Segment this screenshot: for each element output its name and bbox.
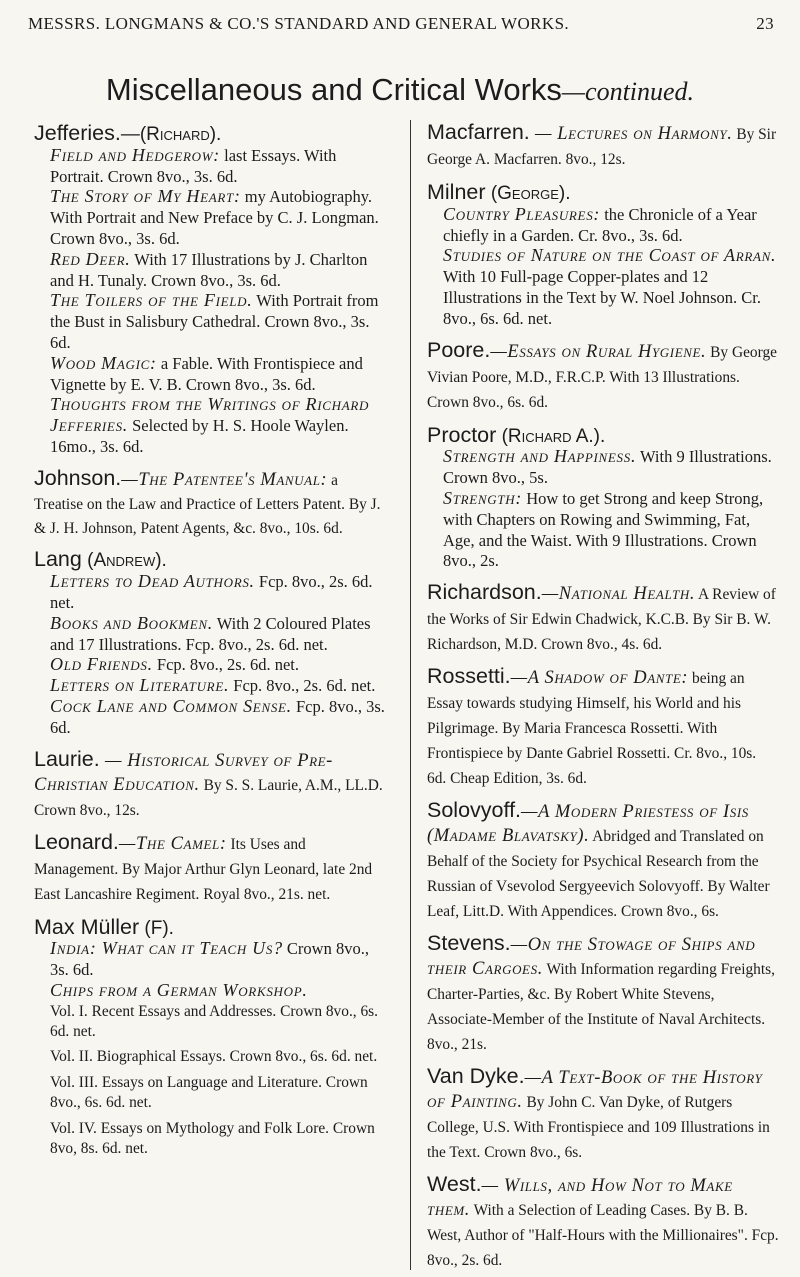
book-title: — Historical Survey of Pre-Christian Education. (34, 750, 333, 795)
author-proctor (427, 423, 779, 573)
author-poore (427, 339, 779, 414)
book-entry (34, 250, 386, 292)
book-entry (34, 614, 386, 656)
book-entry (34, 572, 386, 614)
book-desc: a Treatise on the Law and Practice of Letters Patent. By J. & J. H. Johnson, Patent Agents, &c. 8vo., 10s. 6d. (34, 471, 381, 537)
book-title: Books and Bookmen. (50, 612, 213, 633)
book-desc: With a Selection of Leading Cases. By B. B. West, Author of "Half-Hours with the Millionaires". Fcp. 8vo., 2s. 6d. (427, 1202, 779, 1270)
author-west (427, 1173, 779, 1272)
book-desc: Selected by H. S. Hoole Waylen. 16mo., 3s. 6d. (50, 416, 349, 456)
volume-text: Vol. III. Essays on Language and Literature. Crown 8vo., 6s. 6d. net. (50, 1074, 368, 1112)
book-title: —A Shadow of Dante: (510, 668, 689, 689)
author-name: Johnson. (34, 465, 122, 490)
book-desc: my Autobiography. With Portrait and New Preface by C. J. Longman. Crown 8vo., 3s. 6d. (50, 187, 379, 249)
book-title: Cock Lane and Common Sense. (50, 696, 292, 717)
volume-entry (34, 1073, 386, 1113)
book-entry (34, 291, 386, 353)
running-head (28, 14, 774, 40)
book-desc: the Chronicle of a Year chiefly in a Garden. Cr. 8vo., 3s. 6d. (443, 204, 757, 245)
author-given-name: (George). (485, 183, 571, 204)
book-desc: By John C. Van Dyke, of Rutgers College, U.S. With Frontispiece and 109 Illustrations in the Text. Crown 8vo., 6s. (427, 1094, 770, 1162)
author-name: Leonard. (34, 829, 119, 854)
book-desc: Fcp. 8vo., 3s. 6d. (50, 697, 385, 737)
book-desc: Fcp. 8vo., 2s. 6d. net. (152, 655, 300, 675)
book-entry (427, 246, 779, 329)
book-title: —The Camel: (118, 833, 227, 854)
volume-text: Vol. I. Recent Essays and Addresses. Crown 8vo., 6s. 6d. net. (50, 1002, 379, 1040)
section-title-text: Miscellaneous and Critical Works (105, 72, 562, 107)
book-title: The Toilers of the Field. (50, 290, 253, 311)
book-title: Strength: (443, 488, 523, 509)
book-title: —Essays on Rural Hygiene. (490, 341, 707, 362)
book-title: India: What can it Teach Us? (50, 938, 283, 959)
book-desc: Abridged and Translated on Behalf of the Society for Psychical Research from the Russian of Vsevolod Sergyeevich Solovyoff. By Walter Leaf, Litt.D. With Appendices. Crown 8vo., 6s. (427, 828, 770, 921)
book-desc: By Sir George A. Macfarren. 8vo., 12s. (427, 126, 777, 168)
book-title: The Story of My Heart: (50, 186, 241, 207)
book-title: Letters on Literature. (50, 675, 230, 696)
author-johnson (34, 467, 386, 539)
author-name: Poore. (427, 337, 491, 362)
book-desc: With 2 Coloured Plates and 17 Illustrations. Fcp. 8vo., 2s. 6d. net. (50, 613, 371, 654)
author-van-dyke (427, 1065, 779, 1164)
right-column (427, 118, 779, 1272)
author-given-name: —(Richard). (120, 124, 222, 145)
author-milner (427, 180, 779, 330)
book-desc: Its Uses and Management. By Major Arthur Glyn Leonard, late 2nd East Lancashire Regiment. Royal 8vo., 21s. net. (34, 835, 373, 903)
author-name: Lang (34, 547, 82, 572)
book-title: —A Modern Priestess of Isis (Madame Blavatsky). (427, 802, 749, 847)
author-richardson (427, 581, 779, 656)
author-jefferies (34, 121, 386, 458)
book-desc: By S. S. Laurie, A.M., LL.D. Crown 8vo., 12s. (34, 776, 383, 819)
book-desc: Fcp. 8vo., 2s. 6d. net. (50, 572, 373, 613)
book-desc: With 10 Full-page Copper-plates and 12 Illustrations in the Text by W. Noel Johnson. Cr. 8vo., 6s. 6d. net. (443, 267, 761, 328)
book-desc: last Essays. With Portrait. Crown 8vo., 3s. 6d. (50, 145, 337, 186)
book-entry (34, 187, 386, 249)
author-stevens (427, 932, 779, 1056)
volume-text: Vol. II. Biographical Essays. Crown 8vo., 6s. 6d. net. (50, 1048, 378, 1066)
book-title: Country Pleasures: (443, 203, 601, 224)
book-entry (34, 146, 386, 188)
book-title: Red Deer. (50, 248, 131, 269)
author-leonard (34, 831, 386, 906)
author-name: Max Müller (34, 914, 140, 939)
author-name: Laurie. (34, 746, 100, 771)
book-desc: With 17 Illustrations by J. Charlton and H. Tunaly. Crown 8vo., 3s. 6d. (50, 249, 368, 290)
book-entry (427, 205, 779, 247)
book-entry (34, 655, 386, 676)
volume-entry (34, 1047, 386, 1067)
book-title: — Lectures on Harmony. (529, 124, 733, 144)
book-entry (34, 697, 386, 739)
author-name: Stevens. (427, 931, 511, 956)
author-name: West. (427, 1172, 482, 1197)
section-title (0, 72, 800, 108)
book-title: Wood Magic: (50, 352, 157, 373)
book-title: Letters to Dead Authors. (50, 571, 255, 592)
book-title: Strength and Happiness. (443, 446, 637, 467)
book-desc: A Review of the Works of Sir Edwin Chadwick, K.C.B. By Sir B. W. Richardson, M.D. Crown 8vo., 4s. 6d. (427, 586, 776, 654)
book-title: —A Text-Book of the History of Painting. (427, 1068, 763, 1113)
book-entry (34, 354, 386, 396)
running-head-title: MESSRS. LONGMANS & CO.'S STANDARD AND GENERAL WORKS. (28, 14, 570, 33)
book-title: —National Health. (541, 584, 696, 605)
book-entry (427, 447, 779, 489)
author-name: Richardson. (427, 580, 542, 605)
book-title: Field and Hedgerow: (50, 144, 220, 165)
book-desc: With Portrait from the Bust in Salisbury Cathedral. Crown 8vo., 3s. 6d. (50, 291, 379, 353)
book-title: — Wills, and How Not to Make them. (427, 1176, 733, 1221)
volume-text: Vol. IV. Essays on Mythology and Folk Lore. Crown 8vo, 8s. 6d. net. (50, 1119, 375, 1157)
book-desc: Fcp. 8vo., 2s. 6d. net. (229, 676, 376, 696)
author-name: Jefferies. (34, 121, 121, 145)
author-name: Milner (427, 180, 486, 204)
author-name: Rossetti. (427, 664, 511, 689)
author-given-name: (Andrew). (81, 550, 167, 572)
book-entry (34, 939, 386, 981)
book-title: —The Patentee's Manual: (121, 469, 328, 490)
page-number: 23 (756, 14, 774, 33)
volume-entry (34, 1119, 386, 1159)
author-solovyoff (427, 799, 779, 923)
author-macfarren (427, 121, 779, 171)
book-desc: With 9 Illustrations. Crown 8vo., 5s. (443, 447, 772, 488)
book-entry (427, 489, 779, 572)
left-column (34, 118, 386, 1164)
book-desc: With Information regarding Freights, Charter-Parties, &c. By Robert White Stevens, Associate-Member of the Institute of Naval Architects. 8vo., 21s. (427, 961, 775, 1054)
author-laurie (34, 748, 386, 822)
author-max-muller (34, 915, 386, 1159)
book-entry (34, 395, 386, 457)
author-name: Macfarren. (427, 120, 530, 144)
book-desc: a Fable. With Frontispiece and Vignette by E. V. B. Crown 8vo., 3s. 6d. (50, 353, 363, 394)
book-title: —On the Stowage of Ships and their Cargoes. (427, 935, 756, 980)
book-desc: How to get Strong and keep Strong, with Chapters on Rowing and Swimming, Fat, Age, and the Waist. With 9 Illustrations. Crown 8vo., 2s. (443, 489, 764, 571)
author-given-name: (Richard A.). (496, 425, 606, 447)
book-title: Studies of Nature on the Coast of Arran. (443, 245, 777, 266)
author-name: Proctor (427, 422, 497, 447)
book-desc: being an Essay towards studying Himself, his World and his Pilgrimage. By Maria Francesca Rossetti. With Frontispiece by Dante Gabriel Rossetti. Cr. 8vo., 10s. 6d. Cheap Edition, 3s. 6d. (427, 670, 757, 788)
author-name: Van Dyke. (427, 1064, 525, 1089)
book-desc: Crown 8vo., 3s. 6d. (50, 939, 369, 980)
author-given-name: (F). (139, 917, 174, 939)
book-title: Old Friends. (50, 654, 153, 675)
section-continued: —continued. (561, 77, 695, 106)
book-title: Thoughts from the Writings of Richard Jefferies. (50, 394, 370, 436)
author-name: Solovyoff. (427, 798, 522, 823)
book-entry (34, 676, 386, 697)
author-lang (34, 547, 386, 738)
column-divider (410, 120, 411, 1270)
book-entry (34, 981, 386, 1002)
book-desc: By George Vivian Poore, M.D., F.R.C.P. With 13 Illustrations. Crown 8vo., 6s. 6d. (427, 343, 777, 411)
volume-entry (34, 1002, 386, 1042)
book-title: Chips from a German Workshop. (50, 980, 308, 1001)
author-rossetti (427, 665, 779, 790)
